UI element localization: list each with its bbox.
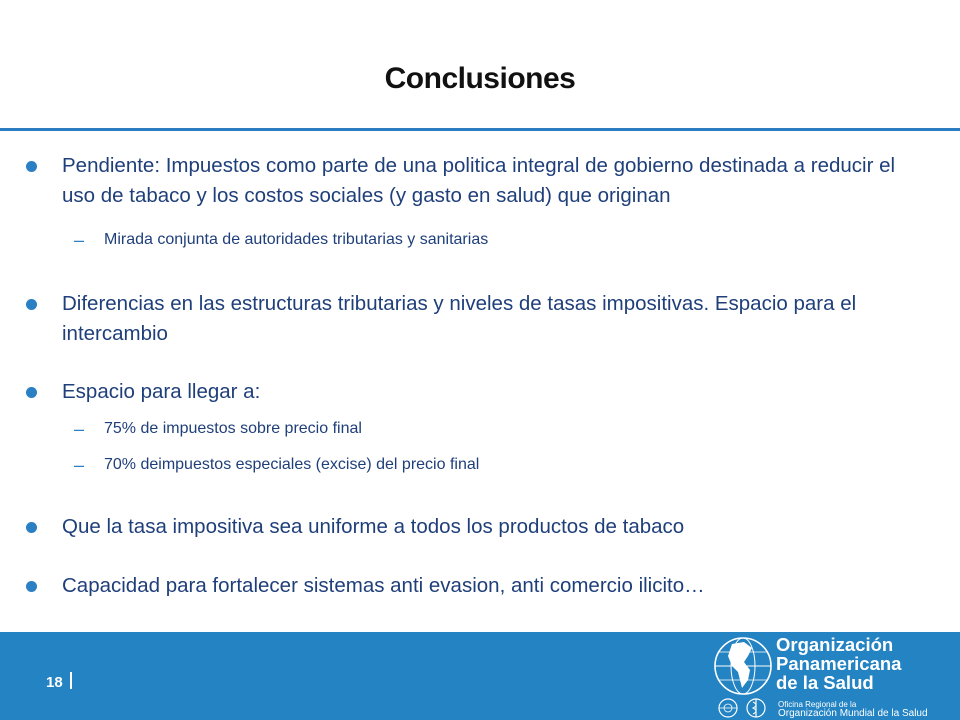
page-separator [70, 672, 72, 689]
bullet-3-text: Espacio para llegar a: [62, 380, 261, 403]
bullet-5-text: Capacidad para fortalecer sistemas anti evasion, anti comercio ilicito… [62, 574, 705, 597]
logo-line-1: Organización [776, 634, 894, 655]
footer-bar [0, 632, 960, 720]
slide-title: Conclusiones [384, 62, 576, 95]
sub-bullet-1-1 [74, 229, 904, 251]
americas-globe-icon [715, 638, 771, 694]
bullet-4-text: Que la tasa impositiva sea uniforme a todos los productos de tabaco [62, 515, 685, 538]
bullet-2-text: Diferencias en las estructuras tributarias y niveles de tasas impositivas. Espacio para el intercambio [62, 292, 857, 345]
bullet-dot-icon [26, 581, 37, 592]
bullet-2 [62, 289, 922, 349]
bullet-4 [62, 512, 922, 542]
dash-icon: – [74, 455, 85, 475]
un-emblem-icon [719, 699, 737, 717]
bullet-1 [62, 151, 922, 211]
bullet-1-text: Pendiente: Impuestos como parte de una politica integral de gobierno destinada a reducir el uso de tabaco y los costos sociales (y gasto en salud) que originan [62, 154, 896, 207]
logo-line-3: de la Salud [776, 672, 874, 693]
who-emblem-icon [747, 699, 765, 717]
bullet-dot-icon [26, 161, 37, 172]
dash-icon: – [74, 419, 85, 439]
bullet-dot-icon [26, 522, 37, 533]
page-number: 18 [46, 674, 63, 691]
bullet-dot-icon [26, 387, 37, 398]
bullet-dot-icon [26, 299, 37, 310]
sub-bullet-3-1 [74, 418, 904, 440]
logo-subtitle-1: Oficina Regional de la [778, 700, 857, 709]
logo-line-2: Panamericana [776, 653, 902, 674]
sub-bullet-3-1-text: 75% de impuestos sobre precio final [104, 420, 362, 437]
sub-bullet-1-1-text: Mirada conjunta de autoridades tributarias y sanitarias [104, 231, 489, 248]
sub-bullet-3-2 [74, 454, 904, 476]
title-divider [0, 128, 960, 131]
sub-bullet-3-2-text: 70% deimpuestos especiales (excise) del precio final [104, 456, 480, 473]
logo-subtitle-2: Organización Mundial de la Salud [778, 708, 928, 719]
bullet-3 [62, 377, 922, 407]
bullet-5 [62, 571, 922, 601]
dash-icon: – [74, 230, 85, 250]
